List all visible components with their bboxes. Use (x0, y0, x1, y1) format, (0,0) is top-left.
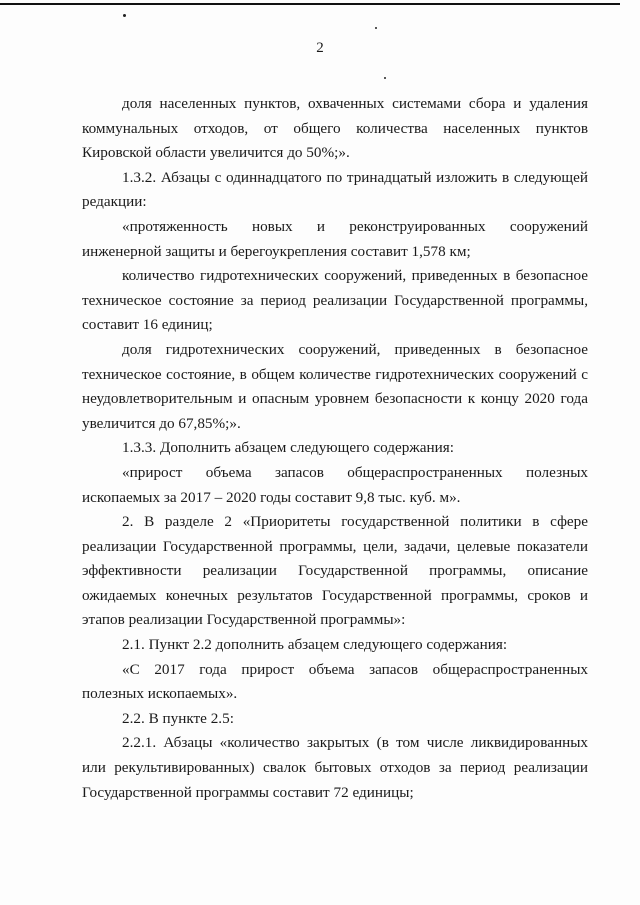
paragraph: «прирост объема запасов общераспространенных полезных ископаемых за 2017 – 2020 годы составит 9,8 тыс. куб. м». (82, 463, 588, 506)
page-number: 2 (316, 40, 324, 56)
paragraph: 2.1. Пункт 2.2 дополнить абзацем следующего содержания: (122, 636, 508, 654)
paragraph: 2.2.1. Абзацы «количество закрытых (в том числе ликвидированных или рекультивированных) свалок бытовых отходов за период реализации Государственной программы составит 72 единицы; (82, 734, 588, 801)
top-border-line (0, 3, 620, 5)
document-body (82, 92, 588, 805)
paragraph: «С 2017 года прирост объема запасов общераспространенных полезных ископаемых». (82, 660, 588, 703)
paragraph: 2. В разделе 2 «Приоритеты государственной политики в сфере реализации Государственной программы, цели, задачи, целевые показатели эффективности реализации Государственной программы, описание ожидаемых конечных результатов Государственной программы, сроков и этапов реализации Государственной программы»: (82, 513, 588, 629)
paragraph: 1.3.3. Дополнить абзацем следующего содержания: (122, 439, 454, 457)
paragraph: доля населенных пунктов, охваченных системами сбора и удаления коммунальных отходов, от общего количества населенных пунктов Кировской области увеличится до 50%;». (82, 95, 588, 162)
paragraph: доля гидротехнических сооружений, приведенных в безопасное техническое состояние, в общем количестве гидротехнических сооружений с неудовлетворительным и опасным уровнем безопасности к концу 2020 года увеличится до 67,85%;». (82, 340, 588, 432)
paragraph: «протяженность новых и реконструированных сооружений инженерной защиты и берегоукрепления составит 1,578 км; (82, 217, 588, 260)
scan-speck (375, 27, 377, 29)
paragraph: количество гидротехнических сооружений, приведенных в безопасное техническое состояние за период реализации Государственной программы, составит 16 единиц; (82, 267, 588, 334)
paragraph: 2.2. В пункте 2.5: (122, 709, 234, 727)
scan-speck (384, 77, 386, 79)
paragraph: 1.3.2. Абзацы с одиннадцатого по тринадцатый изложить в следующей редакции: (82, 168, 588, 211)
scan-speck (123, 14, 126, 17)
